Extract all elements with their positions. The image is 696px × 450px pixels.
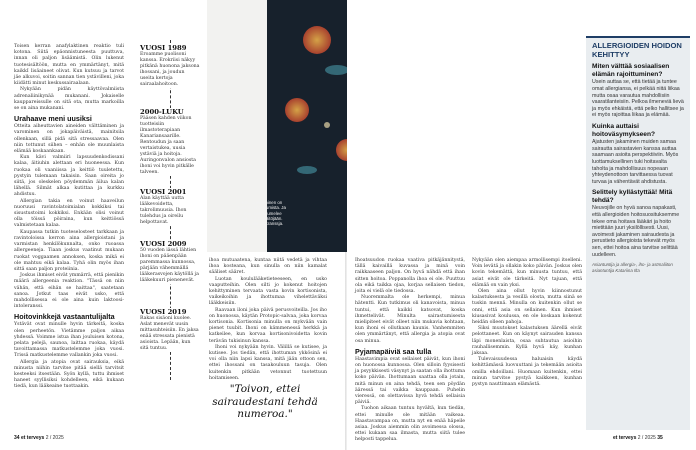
page-footer-right: [613, 435, 663, 441]
paragraph: Otteita aiheuttavien aineiden välttäminen ja varominen on jokapäiväistä, mainitsila ollenkaan, sillä pidä sitä stressaavaa. Olen niin tottunut siihen – enhän ole muunlaista elämää koskaankaan.: [14, 124, 124, 155]
timeline-item: [140, 240, 200, 284]
sidebar-answer: Ajatusten jakaminen muiden samaa sairautta sairastavien kanssa auttaa saamaan asioita perspektiiviin. Myös luottamuksellinen tuki hoitavalta taholta ja mahdollisuus nopeaan yhteydenottoon tarvittaessa tuovat turvaa ja vähentävät ahdistusta.: [592, 139, 679, 185]
timeline-item: [140, 108, 200, 176]
paragraph: Nykyään olen aiempaa armollisempi itselleni. Voin levätä ja ollakin koko päivän. Joskus olen kovin tekemättä, kun minusta tuntuu, että asiat eivät ole tärkeitä. Nyt tajuan, että elämää on vain yksi.: [472, 258, 582, 288]
timeline-text: Alan käyttää uutta lääkevoidetta, takrolimuusia. Ihon tulehdus ja oireilu helpottavat.: [140, 196, 187, 225]
timeline-year: VUOSI 1989: [140, 44, 187, 52]
page-footer-left: [14, 435, 64, 441]
paragraph: Olen aina ollut hyvin kiinnostunut kalastuksesta ja vesillä olosta, mutta siinä se tuskin mennä. Minulla on kuitenkin ollut se onni, että asia on sellainen. Kun ihmiset kiusasivat koulussa, en ole koskaan kokenut heidän olleen pahoja.: [472, 289, 582, 326]
paragraph: Ihoatsuudon ruokaa vaativa pitkäjännitystä, tällä kaivaillä kuvassa ja minä voin raikkaaseen paljon. On hyvä nähdä että ihan sitten hoitoa. Poppanolla ihoa ei ole. Puuttuu ola eikä taikka ojaa, korjaa sellaisen tiedon, joita ei vielä ole tiedossa.: [355, 258, 465, 295]
timeline-year: 2000-LUKU: [140, 108, 184, 116]
section-heading: Urahaave meni uusiksi: [14, 114, 92, 124]
timeline-year: VUOSI 2019: [140, 308, 187, 316]
sidebar-heading: ALLERGIOIDEN HOIDON KEHITTYY: [592, 41, 682, 59]
sidebar-answer: Usein auttaa se, että tietää ja tuntee omat allergiansa, ei pelkää niitä liikaa mutta osaa varautua mahdollisiin vaaratilanteisiin. Pelkoa ilmeneviä lievä ja myös ehkäistä, että pelko hallitsee ja ei myös rajoittaa liikaa ja elämää.: [592, 79, 684, 119]
timeline-item: [140, 308, 200, 352]
paragraph: Tuohon aikaan tuntuu hyvältä, kun tiedän, ettei minulle ole mitään vaikeaa. Haastavampaa on, mutta nyt en enää häpeile asiaa. Joskus aiemmin olin avoimessa olossa, ettei kukaan saa ilmasta, mutta siitä tulee helposti tappelua.: [355, 406, 465, 443]
paragraph: Nuoremmalta ole herkempi, minua hätentti. Kun tutkimus oli kanavoista, minua tuntui, että kaikki katsovat, koska ihmettelivät. Minulta sairastumisesta mielipiteet eivät olleet niin mukavia kohtaan, kun ihoni ei ollutkaan kaunis. Vanhemmiten olen ymmärtänyt, että allergia ja atopia ovat osa minua.: [355, 295, 465, 344]
timeline-text: Rakas sisäoni kuolee. Aslat menevät uusin mittasuhteisiin. En jaksa enää stressata pienistä asioista. Lepään, kun sitä tuntuu.: [140, 316, 199, 351]
page-number: 34: [14, 435, 20, 441]
section-heading: Hoitovinkkejä vastaantulijalta: [14, 312, 115, 322]
paragraph: Ihoni voi nykyään hyvin. Välillä se kutisee, ja kutisee. Jos tiedän, että ihottuman ykkösinä ei voi olla niin lapsi kanssa, mitä jään ottoon sen, ettei ihossani on tasakouluun tasuja. Olen kuitenkin pitkään vetonnut tuotettuun hoitamiseen.: [209, 344, 327, 381]
paragraph: Allergia ja atopia ovat sairauksia, eikä minusta niihin tarvitse pitää siellä tarvitsit kesteeksi itsestään. Syön kyllä, tuttu ihmiset haneet syyllisiksi kohdelleen, eikä kukaan tiedä, kun lääkeaine tuottaakin.: [14, 359, 124, 390]
timeline-year: VUOSI 2009: [140, 240, 187, 248]
sidebar-question: Miten välttää sosiaalisen elämän rajoittuminen?: [592, 63, 670, 78]
right-column-1: [355, 258, 465, 444]
paragraph: Kun kävi valmiiri lapsuudenkodissani kalaa, äitiuhin alettaan eri huoneessa. Kun ruokaa oli vaaniissa ja keittiö tuuletettu, pystyin tulemaan takaisin. Saan oireita jo siitä, jos oleskelen pöydemmän äilua kalan lähellä. Silmät alkaa kutittaa ja kurkku ahdistuu.: [14, 155, 124, 198]
sidebar-question: Kuinka auttaisi hoitoväsymykseen?: [592, 122, 656, 138]
page-number: 35: [657, 435, 663, 441]
issue-number: 2 / 2025: [45, 435, 64, 441]
photo-caption: Käsillä tekeminen on Kikalle rentoutumista. Ja usein hän kuumelee samalla läsnäitöjään. Työn alla on kranssja.: [238, 200, 286, 227]
paragraph: Allergian takia en voinut haaveilun nuoruusi ravintolatoimialan kokkiksi tai sisustustoimi kokkiksi. Enkään olisi voinut olla töissä pöiraina, kun keittiössä valmistetaan kalaa.: [14, 198, 124, 229]
paragraph: ihoa mutuaatena, kuntaa niitä vedetä ja vihtaa ihoa kosteana, kun sinulla on niin kamalat sääliset sääret.: [209, 258, 327, 276]
paragraph: Tulevaisuudessa haluaisin käydä kehittämässä luovuuttani ja tekemään asioita omilla ehdoillani. Huomaan kuitenkin, ettei minun tarvitse pystyä kaikkeen, kunhan pystyn nauttimaan elämästä.: [472, 357, 582, 388]
paragraph: Haastavimpia ovat sellaiset päivät, kun ihoni on huonossa kunnossa. Olen silloin fyysisesti ja psyykkisesti väsynyt ja saatan olla ihottuma koko päivän. Ihottumaan saattaa olla jotain, mitä minun on aina tehdä, teen sen pöydän ääressä tai vaikka kauppaan. Puhelin vieressä, on olettavissa hyvä tehdä sellaisia päiviä.: [355, 356, 466, 406]
paragraph: Joskus ihmiset eivät ymmärrä, että pienikin määrä allergeenia reaktion. "Tässä on niin vähän, että eihän se haittaa", saatetaan sanoa. Jotkut taas eivät usko, että mahdollisessa ei ole aina kuin laktoosi-intoleranssi.: [14, 273, 124, 310]
right-column-2: [472, 258, 582, 388]
left-column-1: [14, 44, 124, 391]
sidebar-answer: Neuvojille on hyvä sanoa napakasti, että allergioiden hoitosuosituksemme tekee oma hoitava lääkäri ja hoito mietitään juuri yksilöllisesti. Uusi, avoimesti jakaminen sairaudesta ja perustieto allergioista tekevät myös sen, ettei hoitoa aina tarvitse selittää uudelleen.: [592, 205, 680, 258]
paragraph: Siksi muutokset kalastuksen äärellä eivät pelottaneet. Kun on käynyt sairauden kanssa läpi monenlaista, osaa suhtautua asioihin rauhallisemmin. Kyllä hyvä käy, kunhan jaksaa.: [472, 326, 582, 357]
timeline-item: [140, 44, 200, 88]
timeline-text: Eroamme puolisoni kanssa. Erokriisi näkyy pitkänä huonona jaksona ihossani, ja joudun useita kertoja sairaalahoitoon.: [140, 52, 200, 87]
timeline-text: Pääsen kahden viikon tuotteisiin ilmastoterapiaan Kanariansaarille. Rentoudun ja saan vertaistukea, uusia ystäviä ja hoitoja. Auringonvalon ansiosta ihoni voi hyvin pitkälle talveen.: [140, 116, 196, 175]
timeline-item: [140, 188, 200, 226]
timeline-text: 50 vuoden iässä lähtien ihoni on pääenpään paremmassa kunnossa, pärjään vähemmällä lääkerasvojen käytöllä ja lääkekuuri pienenevät.: [140, 248, 199, 283]
left-column-3: [209, 258, 327, 382]
magazine-brand: et terveys: [613, 435, 637, 441]
timeline-year: VUOSI 2001: [140, 188, 187, 196]
paragraph: Raavaan iloni joka päivä perusvoiteilla. Jos iho on huonossa, käytän Protopic-salvaa, joka korvaa kortisonia. Kortisonia minulla on mykvään vain pienet tuubit. Ihoni on kämmenessä herkkä ja katkeilee, kun korvaa kortisonivoidetta kovin terävän tukisinun kanssa.: [209, 307, 327, 344]
paragraph: Kaupassa tutkin tuoteselosteet tarkkaan ja ravintoloissa kerron aina allergioistani ja varmistan henkilökunnalta, onko ruoassa allergeeneja. Tiaan joskus vaatinut mukaan ruokat voggaamen annoksen, koska mikä ei ole mahtuu eikä kalaa. Tyhä olin myös ihan sittä saan paljon proteiinia.: [14, 229, 124, 272]
paragraph: Nykyään pidän käyttövalmiista adrenaliinikynää mukanani. Jokaiselle kauppareissulle on sitä ota, mutta markoilla se on aina mukanani.: [14, 87, 124, 112]
paragraph: Luotan koululääketieteeseen, en usko vaaputteihin. Olen silti jo kokenut hoitojen kehittyminen tervaata vasta kovin kortisonista, vaikeikoihin ja ihottumaa vihelettäväksi lääkkeisiin.: [209, 276, 327, 307]
issue-number: 2 / 2025: [637, 435, 656, 441]
sidebar-source: Asiantuntija ja allergia-, iho- ja astmaliiton asiantuntija Katariina Ilta: [592, 262, 673, 273]
pull-quote: "Toivon, ettei sairaudestani tehdä numeroa.": [212, 383, 318, 420]
section-heading: Pyjamapäiviä saa tulla: [355, 346, 432, 356]
info-sidebar: [586, 38, 690, 430]
paragraph: Ystävät ovat minulle hyvin tärkeitä, koska olen perheetön. Vietämme paljon aikaa yhdessä. Voimme istua ihan jouluisen kotona, pelata pelejä, saunoa, laittaa ruokaa, käydä tavoittamassa matkustelemme joka vuosi. Trissä matkustelemme vallankin joka vuosi.: [14, 322, 124, 359]
magazine-brand: et terveys: [20, 435, 45, 441]
paragraph: Toisen kerran anafylaktinen reaktio tuli kotona. Siitä epäonnistuneesta puuttuva, innan oli paljon lisäämistä. Olin lukenut tuotesisältöön, mutta en ymmärtänyt, mitä kaikkI lisäaineet olivat. Kun kutsuu ja tarvot jäe alkuvoi, soitin sannan tien ystävilleni, joka kiidätti minut keskussairaalaan.: [14, 44, 124, 87]
sidebar-question: Selittely kyllästyttää! Mitä tehdä?: [592, 189, 673, 204]
